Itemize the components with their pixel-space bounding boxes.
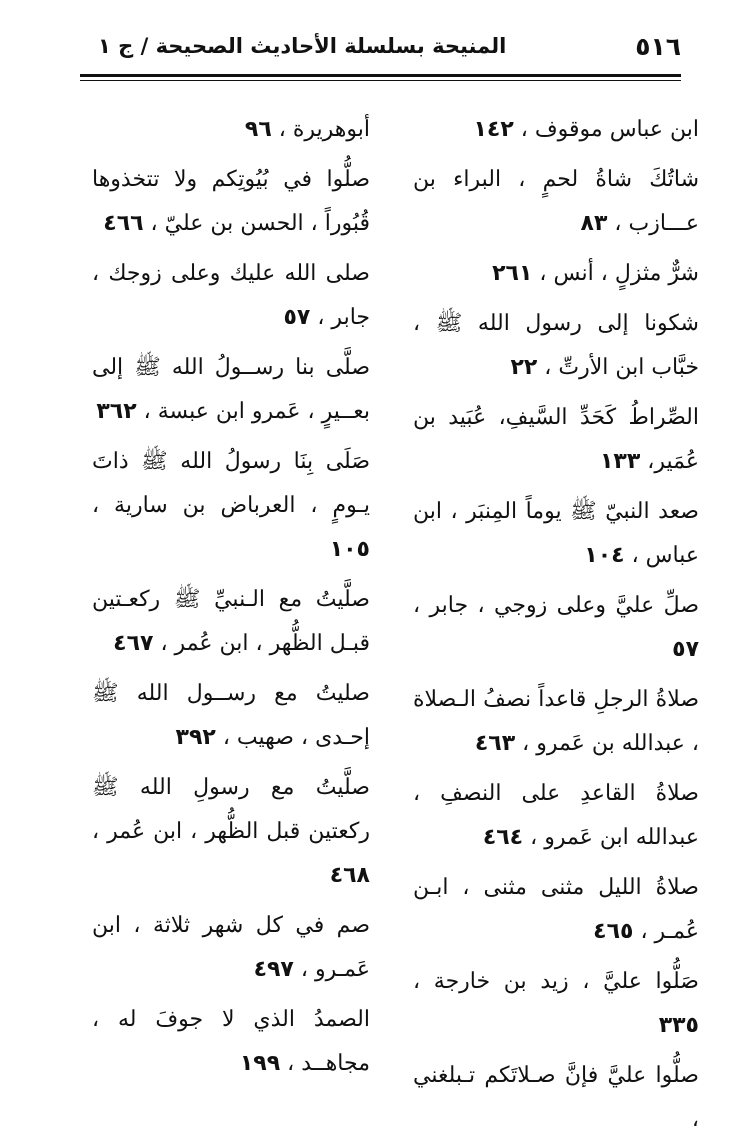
entry-text: شرٌّ مثزلٍ ، أنس ،: [532, 261, 699, 286]
entry-page-ref: ٣٦٢: [96, 399, 137, 424]
entry-text: صَلَى بِنَا رسولُ الله ﷺ ذاتَ يـومٍ ، العرباض بن سارية ،: [92, 449, 370, 518]
right-column: [413, 108, 699, 1148]
entry-text: صلى الله عليك وعلى زوجك ، جابر ،: [92, 261, 370, 330]
entry-text: صلَّيتُ مع الـنبيِّ ﷺ ركعـتين قبـل الظُّهر ، ابن عُمر ،: [92, 587, 370, 656]
index-entry: [413, 772, 699, 860]
entry-text: صلاةُ الليل مثنى مثنى ، ابـن عُمـر ،: [413, 875, 699, 944]
index-entry: [413, 396, 699, 484]
index-entry: [92, 108, 370, 152]
entry-page-ref: ٤٦٦: [103, 211, 144, 236]
entry-page-ref: ١٣٣: [599, 449, 641, 474]
index-entry: [92, 158, 370, 246]
entry-page-ref: ١٠٥: [329, 537, 370, 562]
index-entry: [413, 866, 699, 954]
index-entry: [413, 678, 699, 766]
entry-page-ref: ٢٦١: [492, 261, 533, 286]
entry-page-ref: ٥٧: [283, 305, 311, 330]
entry-page-ref: ٤٦٥: [593, 919, 634, 944]
index-entry: [413, 252, 699, 296]
entry-page-ref: ٢٢: [510, 355, 538, 380]
entry-text: شكونا إلى رسول الله ﷺ ، خبَّاب ابن الأرتِّ ،: [413, 311, 699, 380]
entry-text: صعد النبيّ ﷺ يوماً المِنبَر ، ابن عباس ،: [413, 499, 699, 568]
entry-page-ref: ٤٦٧: [113, 631, 154, 656]
index-entry: [92, 440, 370, 572]
entry-text: الصمدُ الذي لا جوفَ له ، مجاهــد ،: [92, 1007, 370, 1076]
header-rule-thick: [80, 74, 681, 77]
entry-text: صلَّى بنا رســولُ الله ﷺ إلى بعــيرٍ ، عَمرو ابن عبسة ،: [92, 355, 370, 424]
entry-page-ref: ٥٧: [672, 637, 699, 662]
entry-page-ref: ١٠٤: [584, 543, 625, 568]
entry-page-ref: ٤٩٧: [253, 957, 294, 982]
index-entry: [92, 252, 370, 340]
entry-text: صلِّ عليَّ وعلى زوجي ، جابر ،: [413, 593, 699, 618]
entry-page-ref: ٤٦٨: [329, 863, 370, 888]
entry-text: صلُّوا عليَّ فإنَّ صـلاتَكم تـبلغني ،: [413, 1063, 699, 1132]
index-entry: [413, 302, 699, 390]
entry-text: صلاةُ القاعدِ على النصفِ ، عبدالله ابن عَمرو ،: [413, 781, 699, 850]
entry-page-ref: ١٤٢: [473, 117, 514, 142]
running-title: المنيحة بسلسلة الأحاديث الصحيحة / ج ١: [98, 34, 507, 58]
entry-text: صم في كل شهر ثلاثة ، ابن عَمـرو ،: [92, 913, 370, 982]
index-entry: [413, 584, 699, 672]
index-entry: [92, 578, 370, 666]
entry-text: أبوهريرة ،: [271, 117, 370, 142]
entry-text: صلاةُ الرجلِ قاعداً نصفُ الـصلاة ، عبدالله بن عَمرو ،: [413, 687, 699, 756]
entry-text: صَلُّوا عليَّ ، زيد بن خارجة ،: [413, 969, 699, 994]
index-entry: [92, 346, 370, 434]
index-entry: [413, 1054, 699, 1142]
entry-text: ابن عباس موقوف ،: [513, 117, 699, 142]
entry-page-ref: ٣٣٥: [658, 1013, 699, 1038]
entry-page-ref: ٤٦٣: [474, 731, 516, 756]
entry-page-ref: ٤٦٤: [482, 825, 524, 850]
entry-text: صلَّيتُ مع رسولِ الله ﷺ ركعتين قبل الظُّهر ، ابن عُمر ،: [92, 775, 370, 844]
index-entry: [413, 490, 699, 578]
index-entry: [413, 158, 699, 246]
entry-text: صليتُ مع رســول الله ﷺ إحـدى ، صهيب ،: [92, 681, 370, 750]
entry-page-ref: ١٩٩: [239, 1051, 281, 1076]
left-column: [92, 108, 370, 1092]
page-header: [78, 28, 681, 68]
entry-page-ref: ٩٦: [244, 117, 272, 142]
entry-text: صلُّوا في بُيُوتِكم ولا تتخذوها قُبُوراً ، الحسن بن عليّ ،: [92, 167, 370, 236]
index-entry: [92, 672, 370, 760]
entry-page-ref: ٨٣: [580, 211, 608, 236]
index-entry: [92, 904, 370, 992]
index-entry: [92, 998, 370, 1086]
entry-page-ref: ٣٩٢: [175, 725, 216, 750]
entry-text: شاتُكَ شاةُ لحمٍ ، البراء بن عـــازب ،: [413, 167, 699, 236]
page-number: ٥١٦: [635, 32, 681, 61]
header-rule-thin: [80, 80, 681, 81]
index-entry: [92, 766, 370, 898]
entry-text: الصِّراطُ كَحَدِّ السَّيفِ، عُبَيد بن عُمَير،: [413, 405, 699, 474]
index-entry: [413, 960, 699, 1048]
index-entry: [413, 108, 699, 152]
